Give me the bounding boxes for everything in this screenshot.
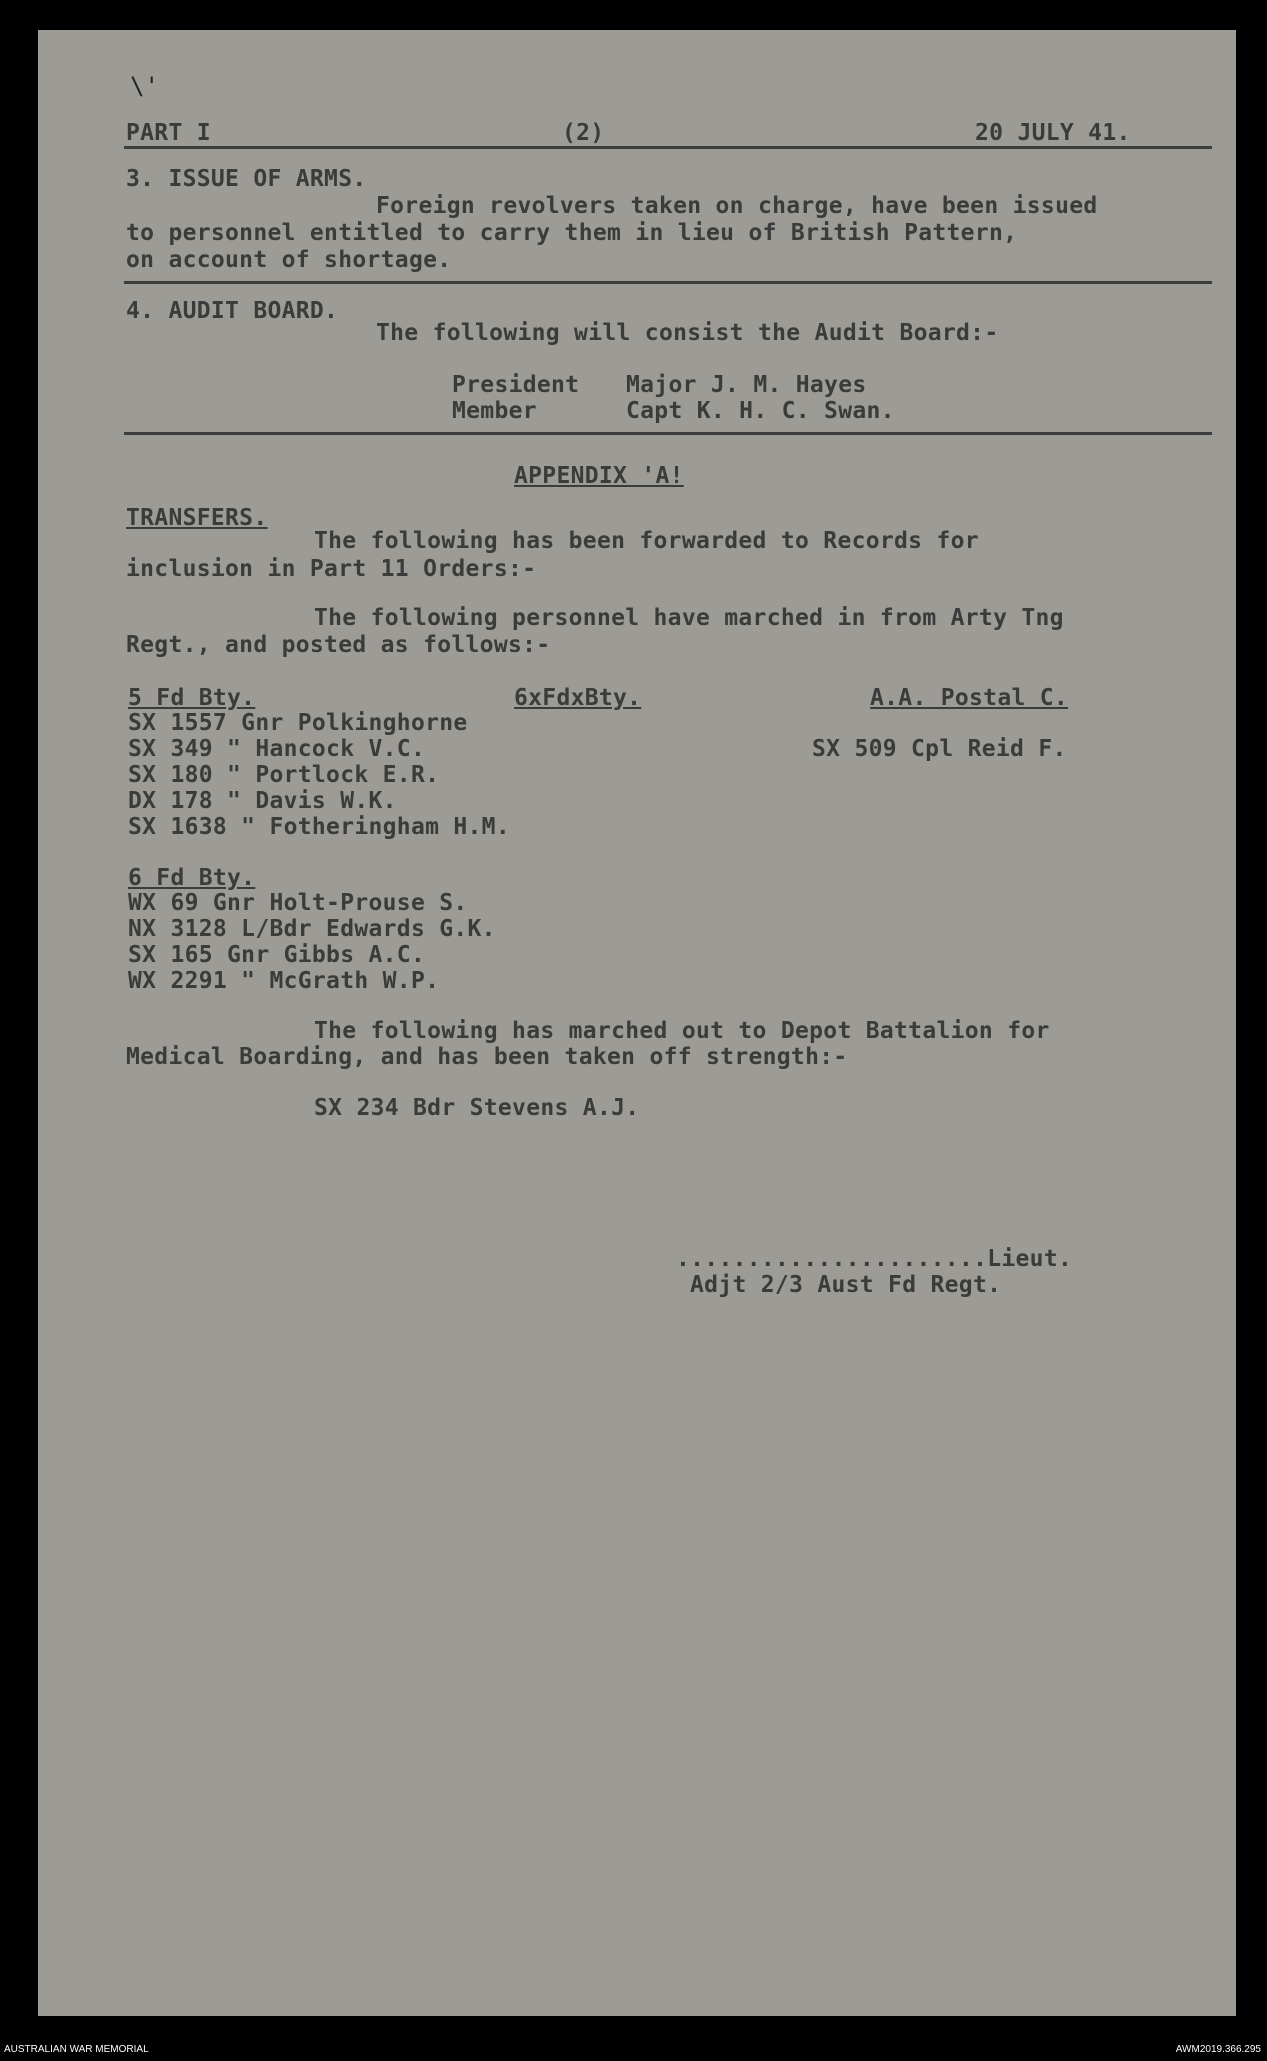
section4-rule bbox=[124, 432, 1212, 435]
section3-line-1: Foreign revolvers taken on charge, have been issued bbox=[376, 193, 1098, 219]
section3-rule bbox=[124, 281, 1212, 284]
postal-entry: SX 509 Cpl Reid F. bbox=[812, 736, 1067, 762]
section3-heading: 3. ISSUE OF ARMS. bbox=[126, 166, 367, 192]
fd5-heading: 5 Fd Bty. bbox=[128, 685, 256, 711]
struck-heading: 6xFdxBty. bbox=[514, 685, 642, 711]
appendix-title: APPENDIX 'A! bbox=[514, 463, 684, 489]
fd6-entry: WX 69 Gnr Holt-Prouse S. bbox=[128, 890, 468, 916]
transfers-heading: TRANSFERS. bbox=[126, 505, 268, 531]
page-number: (2) bbox=[562, 120, 605, 146]
fd6-entry: NX 3128 L/Bdr Edwards G.K. bbox=[128, 916, 496, 942]
marched-out-line-2: Medical Boarding, and has been taken off strength:- bbox=[126, 1044, 848, 1070]
signature-title: Adjt 2/3 Aust Fd Regt. bbox=[690, 1272, 1002, 1298]
section4-heading: 4. AUDIT BOARD. bbox=[126, 298, 339, 324]
marched-in-line-1: The following personnel have marched in from Arty Tng bbox=[314, 605, 1064, 631]
marched-out-entry: SX 234 Bdr Stevens A.J. bbox=[314, 1095, 640, 1121]
fd5-entry: SX 1557 Gnr Polkinghorne bbox=[128, 710, 468, 736]
fd5-entry: SX 349 " Hancock V.C. bbox=[128, 736, 426, 762]
board-role-president: President bbox=[452, 372, 580, 398]
footer-reference: AWM2019.366.295 bbox=[1175, 2044, 1261, 2055]
fd6-entry: WX 2291 " McGrath W.P. bbox=[128, 968, 440, 994]
fd5-entry: SX 1638 " Fotheringham H.M. bbox=[128, 814, 510, 840]
fd6-entry: SX 165 Gnr Gibbs A.C. bbox=[128, 942, 426, 968]
section4-intro: The following will consist the Audit Board:- bbox=[376, 320, 999, 346]
document-date: 20 JULY 41. bbox=[975, 120, 1131, 146]
section3-line-3: on account of shortage. bbox=[126, 247, 452, 273]
records-line-1: The following has been forwarded to Records for bbox=[314, 528, 979, 554]
board-name-president: Major J. M. Hayes bbox=[626, 372, 867, 398]
marched-out-line-1: The following has marched out to Depot Battalion for bbox=[314, 1018, 1050, 1044]
section3-line-2: to personnel entitled to carry them in lieu of British Pattern, bbox=[126, 220, 1018, 246]
records-line-2: inclusion in Part 11 Orders:- bbox=[126, 556, 537, 582]
board-role-member: Member bbox=[452, 398, 537, 424]
postal-heading: A.A. Postal C. bbox=[870, 685, 1069, 711]
marched-in-line-2: Regt., and posted as follows:- bbox=[126, 632, 551, 658]
fd5-entry: SX 180 " Portlock E.R. bbox=[128, 762, 440, 788]
footer-source: AUSTRALIAN WAR MEMORIAL bbox=[4, 2044, 149, 2055]
part-label: PART I bbox=[126, 120, 211, 146]
signature-line: ......................Lieut. bbox=[676, 1246, 1073, 1272]
board-name-member: Capt K. H. C. Swan. bbox=[626, 398, 895, 424]
fd6-heading: 6 Fd Bty. bbox=[128, 865, 256, 891]
fd5-entry: DX 178 " Davis W.K. bbox=[128, 788, 397, 814]
header-rule bbox=[124, 146, 1212, 149]
corner-mark: \' bbox=[130, 72, 159, 100]
